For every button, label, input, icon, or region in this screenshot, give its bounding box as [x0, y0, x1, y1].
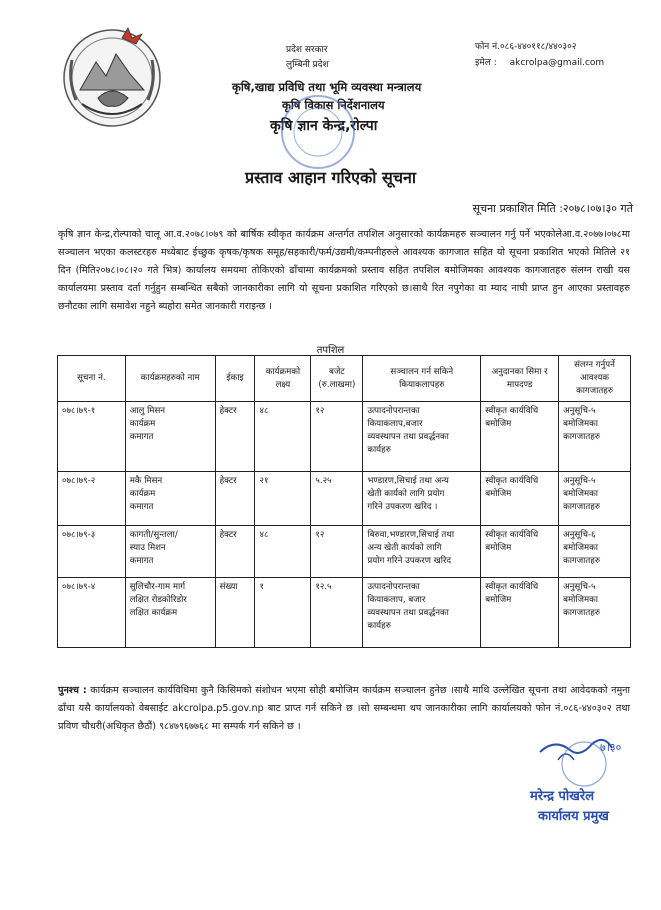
- cell-activities: बिरुवा,भण्डारण,सिचाई तथा अन्य खेती कार्यको लागि प्रयोग गरिने उपकरण खरिद: [363, 526, 481, 578]
- cell-documents: अनुसूचि-५ बमोजिमका कागजातहरु: [559, 402, 631, 472]
- email-row: [475, 57, 604, 70]
- nepal-emblem-icon: [58, 20, 166, 132]
- signature-date: ७।३०: [600, 741, 622, 754]
- cell-budget: ५.२५: [311, 472, 363, 526]
- cell-notice-no: ०७८।७९-३: [58, 526, 126, 578]
- header-notice-no: सूचना नं.: [58, 356, 126, 402]
- government-label: प्रदेश सरकार: [286, 45, 328, 55]
- cell-target: ४८: [255, 526, 311, 578]
- program-table: [57, 355, 631, 648]
- cell-unit: हेक्टर: [215, 402, 255, 472]
- cell-budget: १२: [311, 526, 363, 578]
- cell-target: २१: [255, 472, 311, 526]
- notice-body: कृषि ज्ञान केन्द्र,रोल्पाको चालू आ.व.२०७८।०७९ को बार्षिक स्वीकृत कार्यक्रम अन्तर्गत तपशिल अनुसारको कार्यक्रमहरु सञ्चालन गर्नु पर्ने भएकोलेआ.व.२०७७।०७८मा सञ्चालन भएका कलस्टरहरु मध्येबाट ईच्छुक कृषक/कृषक समूह/सहकारी/फर्म/उद्यमी/कम्पनीहरुले आवश्यक कागजात सहित यो सूचना प्रकाशित भएको मितिले २१ दिन (मिति२०७८।०८।२० गते भित्र) कार्यालय समयमा तोकिएको ढाँचामा कार्यक्रमको प्रस्ताव सहित तपशिल बमोजिमका आवश्यक कागजातहरु संलग्न राखी यस कार्यालयमा प्रस्ताव दर्ता गर्नुहुन सम्बन्धित सबैको जानकारीका लागि यो सूचना प्रकाशित गरिएको छ।साथै रित नपुगेका वा म्याद नाघी प्राप्त हुन आएका प्रस्तावहरु छनौटका लागि समावेश नहुने ब्यहोरा समेत जानकारी गराइन्छ ।: [58, 229, 630, 312]
- cell-unit: संख्या: [215, 578, 255, 648]
- cell-program-name: मकै मिसन कार्यक्रम कमागत: [125, 472, 215, 526]
- header-unit: ईकाइ: [215, 356, 255, 402]
- cell-documents: अनुसूचि-५ बमोजिमका कागजातहरु: [559, 578, 631, 648]
- postscript-text: कार्यक्रम सञ्चालन कार्यविधिमा कुनै किसिमको संशोधन भएमा सोही बमोजिम कार्यक्रम सञ्चालन हुनेछ ।साथै माथि उल्लेखित सूचना तथा आवेदकको नमुना ढाँचा यसै कार्यालयको वेबसाईट akcrolpa.p5.gov.np बाट प्राप्त गर्न सकिने छ ।सो सम्बन्धमा थप जानकारीका लागि कार्यालयको फोन नं.०८६-४४०३०२ तथा प्रविण चौधरी(अधिकृत छैठौं) ९८४७९६७७६८ मा सम्पर्क गर्न सकिने छ ।: [58, 685, 630, 732]
- office-stamp-icon: [278, 92, 358, 172]
- cell-program-name: कागती/सुन्तला/ स्याउ मिशन कमागत: [125, 526, 215, 578]
- cell-target: ४८: [255, 402, 311, 472]
- table-row: [58, 578, 631, 648]
- table-header-row: [58, 356, 631, 402]
- cell-program-name: सुलिचौर-गाम मार्ग लक्षित रोडकोरिडोर लक्षित कार्यक्रम: [125, 578, 215, 648]
- header-program-name: कार्यक्रमहरुको नाम: [125, 356, 215, 402]
- cell-notice-no: ०७८।७९-४: [58, 578, 126, 648]
- cell-activities: भण्डारण,सिचाई तथा अन्य खेती कार्यको लागि प्रयोग गरिने उपकरण खरिद ।: [363, 472, 481, 526]
- directorate-name: कृषि विकास निर्देशनालय: [282, 98, 385, 112]
- cell-grant-limit: स्वीकृत कार्यविधि बमोजिम: [481, 578, 559, 648]
- cell-grant-limit: स्वीकृत कार्यविधि बमोजिम: [481, 402, 559, 472]
- cell-activities: उत्पादनोपरान्तका कियाकलाप,बजार व्यवस्थापन तथा प्रवर्द्धनका कार्यहरु: [363, 402, 481, 472]
- header-target: कार्यक्रमको लक्ष्य: [255, 356, 311, 402]
- cell-budget: १२: [311, 402, 363, 472]
- cell-grant-limit: स्वीकृत कार्यविधि बमोजिम: [481, 472, 559, 526]
- cell-notice-no: ०७८।७९-२: [58, 472, 126, 526]
- email-label: इमेल :: [475, 58, 497, 68]
- header-activities: सञ्चालन गर्न सकिने कियाकलापहरु: [363, 356, 481, 402]
- header-budget: बजेट (रु.लाखमा): [311, 356, 363, 402]
- cell-grant-limit: स्वीकृत कार्यविधि बमोजिम: [481, 526, 559, 578]
- ministry-name: कृषि,खाद्य प्रविधि तथा भूमि व्यवस्था मन्त्रालय: [232, 80, 422, 94]
- table-row: [58, 472, 631, 526]
- cell-program-name: आलु मिसन कार्यक्रम कमागत: [125, 402, 215, 472]
- publication-date: सूचना प्रकाशित मिति :२०७८।०७।३० गते: [472, 202, 633, 215]
- table-row: [58, 402, 631, 472]
- postscript-note: [58, 682, 630, 736]
- cell-unit: हेक्टर: [215, 472, 255, 526]
- postscript-label: पुनश्च :: [58, 685, 87, 696]
- header-documents: संलग्न गर्नुपर्ने आवश्यक कागजातहरु: [559, 356, 631, 402]
- signature-title: कार्यालय प्रमुख: [538, 809, 609, 824]
- cell-unit: हेक्टर: [215, 526, 255, 578]
- cell-documents: अनुसूचि-६ बमोजिमका कागजातहरु: [559, 526, 631, 578]
- header-grant-limit: अनुदानका सिमा र मापदण्ड: [481, 356, 559, 402]
- email-link[interactable]: akcrolpa@gmail.com: [509, 58, 605, 68]
- table-caption: तपशिल: [316, 345, 345, 356]
- cell-activities: उत्पादनोपरान्तका कियाकलाप, बजार व्यवस्थापन तथा प्रवर्द्धनका कार्यहरु: [363, 578, 481, 648]
- province-label: लुम्बिनी प्रदेश: [286, 60, 329, 70]
- cell-budget: १२.५: [311, 578, 363, 648]
- cell-target: १: [255, 578, 311, 648]
- notice-title: प्रस्ताव आहान गरिएको सूचना: [244, 168, 417, 187]
- cell-notice-no: ०७८।७९-१: [58, 402, 126, 472]
- table-row: [58, 526, 631, 578]
- cell-documents: अनुसूचि-५ बमोजिमका कागजातहरु: [559, 472, 631, 526]
- office-name: कृषि ज्ञान केन्द्र,रोल्पा: [270, 118, 378, 134]
- phone-number: फोन नं.०८६-४४०११८/४४०३०२: [475, 42, 577, 52]
- signature-name: मरेन्द्र पोखरेल: [530, 789, 595, 804]
